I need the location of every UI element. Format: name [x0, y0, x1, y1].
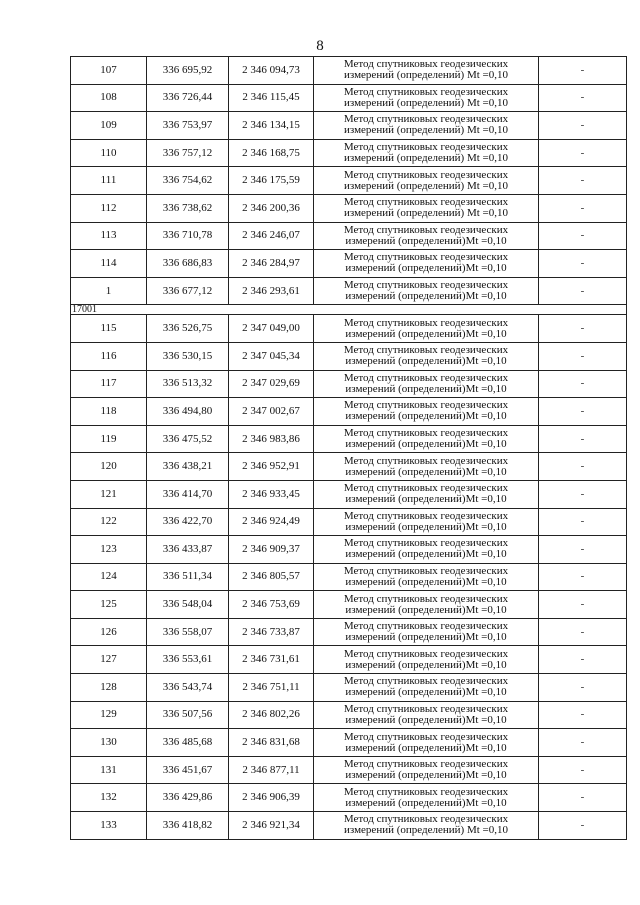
coordinates-table: [70, 56, 627, 840]
y-coordinate-cell: 2 346 831,68: [229, 729, 314, 757]
y-coordinate-cell: 2 346 168,75: [229, 139, 314, 167]
method-line-1: Метод спутниковых геодезических: [343, 223, 509, 236]
y-coordinate-cell: 2 346 246,07: [229, 222, 314, 250]
table-row: [71, 167, 627, 195]
y-coordinate-cell: 2 346 284,97: [229, 250, 314, 278]
method-line-1: Метод спутниковых геодезических: [343, 785, 509, 798]
table-row: [71, 701, 627, 729]
table-row: [71, 139, 627, 167]
point-number-cell: 116: [71, 342, 147, 370]
note-cell: -: [539, 277, 627, 305]
page-number: 8: [316, 38, 324, 54]
x-coordinate-cell: 336 695,92: [147, 57, 229, 85]
y-coordinate-cell: 2 346 805,57: [229, 563, 314, 591]
note-cell: -: [539, 784, 627, 812]
y-coordinate-cell: 2 346 731,61: [229, 646, 314, 674]
x-coordinate-cell: 336 710,78: [147, 222, 229, 250]
y-coordinate-cell: 2 346 877,11: [229, 756, 314, 784]
method-line-1: Метод спутниковых геодезических: [343, 758, 509, 771]
method-line-1: Метод спутниковых геодезических: [343, 196, 509, 209]
method-cell: [314, 167, 539, 195]
x-coordinate-cell: 336 414,70: [147, 480, 229, 508]
method-cell: [314, 646, 539, 674]
y-coordinate-cell: 2 346 906,39: [229, 784, 314, 812]
method-line-1: Метод спутниковых геодезических: [343, 592, 509, 605]
y-coordinate-cell: 2 346 200,36: [229, 194, 314, 222]
note-cell: -: [539, 250, 627, 278]
x-coordinate-cell: 336 485,68: [147, 729, 229, 757]
point-number-cell: 117: [71, 370, 147, 398]
table-row: [71, 398, 627, 426]
method-line-2: измерений (определений)Mt =0,10: [345, 410, 507, 423]
method-cell: [314, 756, 539, 784]
method-line-2: измерений (определений)Mt =0,10: [345, 465, 507, 478]
point-number-cell: 107: [71, 57, 147, 85]
x-coordinate-cell: 336 754,62: [147, 167, 229, 195]
method-line-2: измерений (определений)Mt =0,10: [345, 603, 507, 616]
table-row: [71, 250, 627, 278]
point-number-cell: 121: [71, 480, 147, 508]
table-row: [71, 84, 627, 112]
method-line-2: измерений (определений) Mt =0,10: [344, 179, 508, 192]
table-row: [71, 453, 627, 481]
y-coordinate-cell: 2 346 293,61: [229, 277, 314, 305]
point-number-cell: 130: [71, 729, 147, 757]
table-row: [71, 729, 627, 757]
method-line-2: измерений (определений) Mt =0,10: [344, 69, 508, 82]
method-line-1: Метод спутниковых геодезических: [343, 564, 509, 577]
point-number-cell: 119: [71, 425, 147, 453]
method-line-2: измерений (определений)Mt =0,10: [345, 548, 507, 561]
method-line-1: Метод спутниковых геодезических: [343, 85, 509, 98]
point-number-cell: 131: [71, 756, 147, 784]
point-number-cell: 120: [71, 453, 147, 481]
method-line-2: измерений (определений)Mt =0,10: [345, 438, 507, 451]
note-cell: -: [539, 756, 627, 784]
method-line-1: Метод спутниковых геодезических: [343, 344, 509, 357]
method-line-1: Метод спутниковых геодезических: [343, 141, 509, 154]
point-number-cell: 123: [71, 536, 147, 564]
method-cell: [314, 536, 539, 564]
method-line-1: Метод спутниковых геодезических: [343, 427, 509, 440]
method-line-2: измерений (определений)Mt =0,10: [345, 658, 507, 671]
method-cell: [314, 57, 539, 85]
point-number-cell: 114: [71, 250, 147, 278]
table-row: [71, 480, 627, 508]
note-cell: -: [539, 453, 627, 481]
x-coordinate-cell: 336 422,70: [147, 508, 229, 536]
note-cell: -: [539, 480, 627, 508]
point-number-cell: 128: [71, 674, 147, 702]
table-body: [71, 57, 627, 840]
note-cell: -: [539, 194, 627, 222]
x-coordinate-cell: 336 738,62: [147, 194, 229, 222]
table-row: [71, 342, 627, 370]
method-line-1: Метод спутниковых геодезических: [343, 647, 509, 660]
point-number-cell: 126: [71, 618, 147, 646]
method-cell: [314, 674, 539, 702]
method-line-1: Метод спутниковых геодезических: [343, 702, 509, 715]
table-row: [71, 222, 627, 250]
method-line-2: измерений (определений)Mt =0,10: [345, 631, 507, 644]
y-coordinate-cell: 2 346 175,59: [229, 167, 314, 195]
group-label: 17001: [71, 305, 627, 315]
point-number-cell: 112: [71, 194, 147, 222]
y-coordinate-cell: 2 346 921,34: [229, 812, 314, 840]
y-coordinate-cell: 2 346 952,91: [229, 453, 314, 481]
method-line-2: измерений (определений) Mt =0,10: [344, 96, 508, 109]
note-cell: -: [539, 618, 627, 646]
table-row: [71, 784, 627, 812]
method-cell: [314, 398, 539, 426]
method-line-1: Метод спутниковых геодезических: [343, 399, 509, 412]
x-coordinate-cell: 336 451,67: [147, 756, 229, 784]
y-coordinate-cell: 2 346 115,45: [229, 84, 314, 112]
y-coordinate-cell: 2 347 029,69: [229, 370, 314, 398]
method-line-2: измерений (определений) Mt =0,10: [344, 207, 508, 220]
table-row: [71, 194, 627, 222]
method-line-1: Метод спутниковых геодезических: [343, 454, 509, 467]
note-cell: -: [539, 315, 627, 343]
x-coordinate-cell: 336 513,32: [147, 370, 229, 398]
method-cell: [314, 425, 539, 453]
method-cell: [314, 315, 539, 343]
method-cell: [314, 277, 539, 305]
y-coordinate-cell: 2 346 924,49: [229, 508, 314, 536]
note-cell: -: [539, 701, 627, 729]
x-coordinate-cell: 336 677,12: [147, 277, 229, 305]
table-row: [71, 646, 627, 674]
y-coordinate-cell: 2 347 049,00: [229, 315, 314, 343]
table-row: [71, 618, 627, 646]
point-number-cell: 113: [71, 222, 147, 250]
table-row: [71, 563, 627, 591]
point-number-cell: 110: [71, 139, 147, 167]
method-line-1: Метод спутниковых геодезических: [343, 813, 509, 826]
x-coordinate-cell: 336 526,75: [147, 315, 229, 343]
method-cell: [314, 139, 539, 167]
x-coordinate-cell: 336 475,52: [147, 425, 229, 453]
x-coordinate-cell: 336 543,74: [147, 674, 229, 702]
method-line-1: Метод спутниковых геодезических: [343, 58, 509, 71]
note-cell: -: [539, 57, 627, 85]
table-row: [71, 315, 627, 343]
note-cell: -: [539, 812, 627, 840]
method-cell: [314, 222, 539, 250]
x-coordinate-cell: 336 686,83: [147, 250, 229, 278]
method-line-2: измерений (определений)Mt =0,10: [345, 355, 507, 368]
method-line-1: Метод спутниковых геодезических: [343, 113, 509, 126]
note-cell: -: [539, 370, 627, 398]
table-row: [71, 112, 627, 140]
note-cell: -: [539, 342, 627, 370]
method-line-1: Метод спутниковых геодезических: [343, 620, 509, 633]
y-coordinate-cell: 2 346 094,73: [229, 57, 314, 85]
table-row: [71, 674, 627, 702]
x-coordinate-cell: 336 757,12: [147, 139, 229, 167]
method-line-1: Метод спутниковых геодезических: [343, 730, 509, 743]
method-cell: [314, 701, 539, 729]
method-cell: [314, 812, 539, 840]
method-line-1: Метод спутниковых геодезических: [343, 537, 509, 550]
x-coordinate-cell: 336 494,80: [147, 398, 229, 426]
y-coordinate-cell: 2 346 983,86: [229, 425, 314, 453]
method-line-1: Метод спутниковых геодезических: [343, 675, 509, 688]
method-line-2: измерений (определений)Mt =0,10: [345, 382, 507, 395]
method-cell: [314, 250, 539, 278]
table-row: [71, 756, 627, 784]
y-coordinate-cell: 2 346 733,87: [229, 618, 314, 646]
method-cell: [314, 729, 539, 757]
x-coordinate-cell: 336 548,04: [147, 591, 229, 619]
method-line-2: измерений (определений) Mt =0,10: [344, 824, 508, 837]
note-cell: -: [539, 536, 627, 564]
x-coordinate-cell: 336 553,61: [147, 646, 229, 674]
table-row: [71, 57, 627, 85]
point-number-cell: 133: [71, 812, 147, 840]
method-cell: [314, 453, 539, 481]
y-coordinate-cell: 2 346 909,37: [229, 536, 314, 564]
y-coordinate-cell: 2 346 802,26: [229, 701, 314, 729]
x-coordinate-cell: 336 753,97: [147, 112, 229, 140]
x-coordinate-cell: 336 418,82: [147, 812, 229, 840]
method-line-2: измерений (определений)Mt =0,10: [345, 327, 507, 340]
note-cell: -: [539, 398, 627, 426]
method-cell: [314, 370, 539, 398]
method-cell: [314, 480, 539, 508]
method-cell: [314, 563, 539, 591]
table-row: [71, 536, 627, 564]
method-line-1: Метод спутниковых геодезических: [343, 251, 509, 264]
x-coordinate-cell: 336 726,44: [147, 84, 229, 112]
y-coordinate-cell: 2 347 002,67: [229, 398, 314, 426]
point-number-cell: 125: [71, 591, 147, 619]
x-coordinate-cell: 336 530,15: [147, 342, 229, 370]
point-number-cell: 115: [71, 315, 147, 343]
method-cell: [314, 194, 539, 222]
x-coordinate-cell: 336 433,87: [147, 536, 229, 564]
note-cell: -: [539, 84, 627, 112]
method-cell: [314, 112, 539, 140]
note-cell: -: [539, 563, 627, 591]
point-number-cell: 129: [71, 701, 147, 729]
y-coordinate-cell: 2 347 045,34: [229, 342, 314, 370]
note-cell: -: [539, 646, 627, 674]
method-line-1: Метод спутниковых геодезических: [343, 168, 509, 181]
x-coordinate-cell: 336 429,86: [147, 784, 229, 812]
method-line-2: измерений (определений)Mt =0,10: [345, 575, 507, 588]
method-cell: [314, 342, 539, 370]
method-line-2: измерений (определений)Mt =0,10: [345, 686, 507, 699]
point-number-cell: 111: [71, 167, 147, 195]
method-line-2: измерений (определений) Mt =0,10: [344, 124, 508, 137]
point-number-cell: 118: [71, 398, 147, 426]
method-line-2: измерений (определений)Mt =0,10: [345, 262, 507, 275]
point-number-cell: 124: [71, 563, 147, 591]
note-cell: -: [539, 222, 627, 250]
note-cell: -: [539, 674, 627, 702]
note-cell: -: [539, 425, 627, 453]
method-cell: [314, 618, 539, 646]
y-coordinate-cell: 2 346 751,11: [229, 674, 314, 702]
method-line-2: измерений (определений)Mt =0,10: [345, 796, 507, 809]
method-line-1: Метод спутниковых геодезических: [343, 509, 509, 522]
method-line-1: Метод спутниковых геодезических: [343, 371, 509, 384]
method-cell: [314, 508, 539, 536]
y-coordinate-cell: 2 346 753,69: [229, 591, 314, 619]
point-number-cell: 132: [71, 784, 147, 812]
method-line-2: измерений (определений)Mt =0,10: [345, 741, 507, 754]
group-row: [71, 305, 627, 315]
method-cell: [314, 784, 539, 812]
note-cell: -: [539, 139, 627, 167]
method-line-1: Метод спутниковых геодезических: [343, 482, 509, 495]
method-line-2: измерений (определений)Mt =0,10: [345, 520, 507, 533]
method-line-1: Метод спутниковых геодезических: [343, 316, 509, 329]
note-cell: -: [539, 729, 627, 757]
method-line-2: измерений (определений) Mt =0,10: [344, 152, 508, 165]
table-row: [71, 812, 627, 840]
note-cell: -: [539, 112, 627, 140]
point-number-cell: 108: [71, 84, 147, 112]
note-cell: -: [539, 167, 627, 195]
x-coordinate-cell: 336 438,21: [147, 453, 229, 481]
method-line-2: измерений (определений)Mt =0,10: [345, 234, 507, 247]
method-line-2: измерений (определений)Mt =0,10: [345, 290, 507, 303]
table-row: [71, 591, 627, 619]
point-number-cell: 122: [71, 508, 147, 536]
method-line-2: измерений (определений)Mt =0,10: [345, 769, 507, 782]
note-cell: -: [539, 508, 627, 536]
x-coordinate-cell: 336 511,34: [147, 563, 229, 591]
note-cell: -: [539, 591, 627, 619]
method-cell: [314, 84, 539, 112]
point-number-cell: 127: [71, 646, 147, 674]
x-coordinate-cell: 336 507,56: [147, 701, 229, 729]
x-coordinate-cell: 336 558,07: [147, 618, 229, 646]
method-cell: [314, 591, 539, 619]
method-line-2: измерений (определений)Mt =0,10: [345, 713, 507, 726]
method-line-2: измерений (определений)Mt =0,10: [345, 493, 507, 506]
y-coordinate-cell: 2 346 134,15: [229, 112, 314, 140]
table-row: [71, 425, 627, 453]
point-number-cell: 1: [71, 277, 147, 305]
point-number-cell: 109: [71, 112, 147, 140]
method-line-1: Метод спутниковых геодезических: [343, 279, 509, 292]
table-row: [71, 508, 627, 536]
table-row: [71, 370, 627, 398]
table-row: [71, 277, 627, 305]
y-coordinate-cell: 2 346 933,45: [229, 480, 314, 508]
